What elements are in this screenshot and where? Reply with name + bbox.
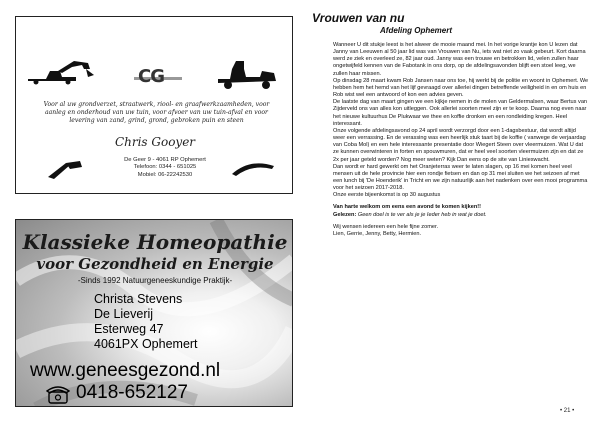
article-paragraph: Op dinsdag 28 maart kwam Rob Jansen naar ons toe, hij werkt bij de politie en woont in Ophemert. We hebben hem het hemd van het lijf gevraagd over allerlei dingen betreffende veiligheid in en om huis en Rob wist wel een antwoord of kon een advies geven. (333, 77, 589, 99)
shovel-tool-icon (46, 159, 84, 181)
article-paragraph: De laatste dag van maart gingen we een kijkje nemen in de molen van Geldermalsen, waar Bertus van Zijderveld ons van alles kon uitleggen. Ook allerlei soorten meel zijn er te koop. Daarna nog even naar het nieuwe kultuurhus De Plukwaar we thee en koffie dronken en een rondleiding kregen. Heel interessant. (333, 99, 588, 127)
advertisement-gooyer (15, 16, 293, 194)
pickaxe-icon (230, 160, 276, 178)
article-title: Vrouwen van nu (312, 11, 405, 25)
article-paragraph: Wanneer U dit stukje leest is het alweer de mooie maand mei. In het vorige krantje kon U lezen dat Janny van Leeuwen al 50 jaar lid was van Vrouwen van Nu, iets wat niet zo vaak gebeurt. Kort daarna werd ze ziek en overleed ze, 82 jaar oud. Janny was een trouwe en betrokken lid, velen zullen haar ongetwijfeld kennen van de Fabotank in ons dorp, op de afdelingsavonden blijft een stoel leeg, we zullen haar missen. (333, 42, 586, 77)
article-gelezen-line (333, 212, 589, 219)
article-wishes: Wij wensen iedereen een hele fijne zomer. (333, 223, 439, 230)
article-paragraph: Onze volgende afdelingsavond op 24 april wordt verzorgd door een 1-dagsbestuur, dat wordt altijd weer een verrassing. En de verassing was een heerlijk stuk taart bij de koffie ( vanwege de verjaardag van Coba Mol) en een hele interessante presentatie door Wiegert Steen over vleermuizen. Wat U dat ze kunnen overwinteren in forten en spouwmuren, dat er heel veel soorten vleermuizen zijn en dat ze 2x per jaar geteld worden? Nog meer weten? Kijk Dan eens op de site van Linieswacht. (333, 127, 586, 163)
advertisement-homeopathie (15, 219, 293, 407)
tractor-icon (214, 57, 282, 91)
ad-contact-block (94, 292, 244, 352)
article-body (333, 42, 589, 238)
ad-postal-line: 4061PX Ophemert (94, 337, 198, 351)
article-subtitle: Afdeling Ophemert (380, 26, 453, 35)
ad-address: De Geer 9 - 4061 RP Ophemert (124, 157, 206, 163)
ad-mobile: Mobiel: 06-22242530 (137, 171, 193, 178)
ad-street-line1: De Lieverij (94, 307, 154, 321)
article-signature: Lien, Gerrie, Jenny, Betty, Hermien. (333, 230, 422, 237)
article-paragraph: Dan wordt er hard gewerkt om het Oranjeterras weer te laten slagen, op 16 mei komen heel veel mensen uit de hele provincie hier een rondje fietsen en dan op 31 mei sluiten we het seizoen af met een lunch bij 'De Hoenderik' in Tricht en we zijn natuurlijk aan het nadenken over een mooi programma voor het seizoen 2017-2018. (333, 163, 588, 192)
company-logo-text: CG (138, 66, 164, 87)
excavator-icon (26, 55, 96, 85)
telephone-icon (46, 384, 70, 404)
ad-tagline: Voor al uw grondverzet, straatwerk, riool- en graafwerkzaamheden, voor aanleg en onderhoud van uw tuin, voor afvoer van uw tuin-afval en voor levering van zand, grind, grond, gebroken puin en steen (43, 101, 270, 124)
gelezen-label: Gelezen: (333, 211, 357, 218)
ad-website: www.geneesgezond.nl (30, 360, 221, 381)
article-paragraph: Onze eerste bijeenkomst is op 30 augustus (333, 192, 441, 199)
ad-since-line: -Sinds 1992 Natuurgeneeskundige Praktijk- (77, 276, 233, 285)
article-closing-invitation: Van harte welkom om eens een avond te komen kijken!! (333, 204, 481, 211)
ad-person-name: Christa Stevens (94, 292, 183, 306)
page-number: • 21 • (560, 408, 575, 414)
ad-phone: Telefoon: 0344 - 651025 (133, 164, 197, 171)
ad-title: Klassieke Homeopathie (22, 230, 288, 254)
ad-contact-block (120, 157, 210, 179)
gelezen-quote: Geen doel is te ver als je je Ieder heb in wat je doet. (357, 211, 487, 218)
ad-phone-number: 0418-652127 (76, 382, 188, 403)
ad-street-line2: Esterweg 47 (94, 322, 164, 336)
ad-business-name: Chris Gooyer (114, 135, 196, 149)
ad-subtitle: voor Gezondheid en Energie (36, 255, 274, 273)
